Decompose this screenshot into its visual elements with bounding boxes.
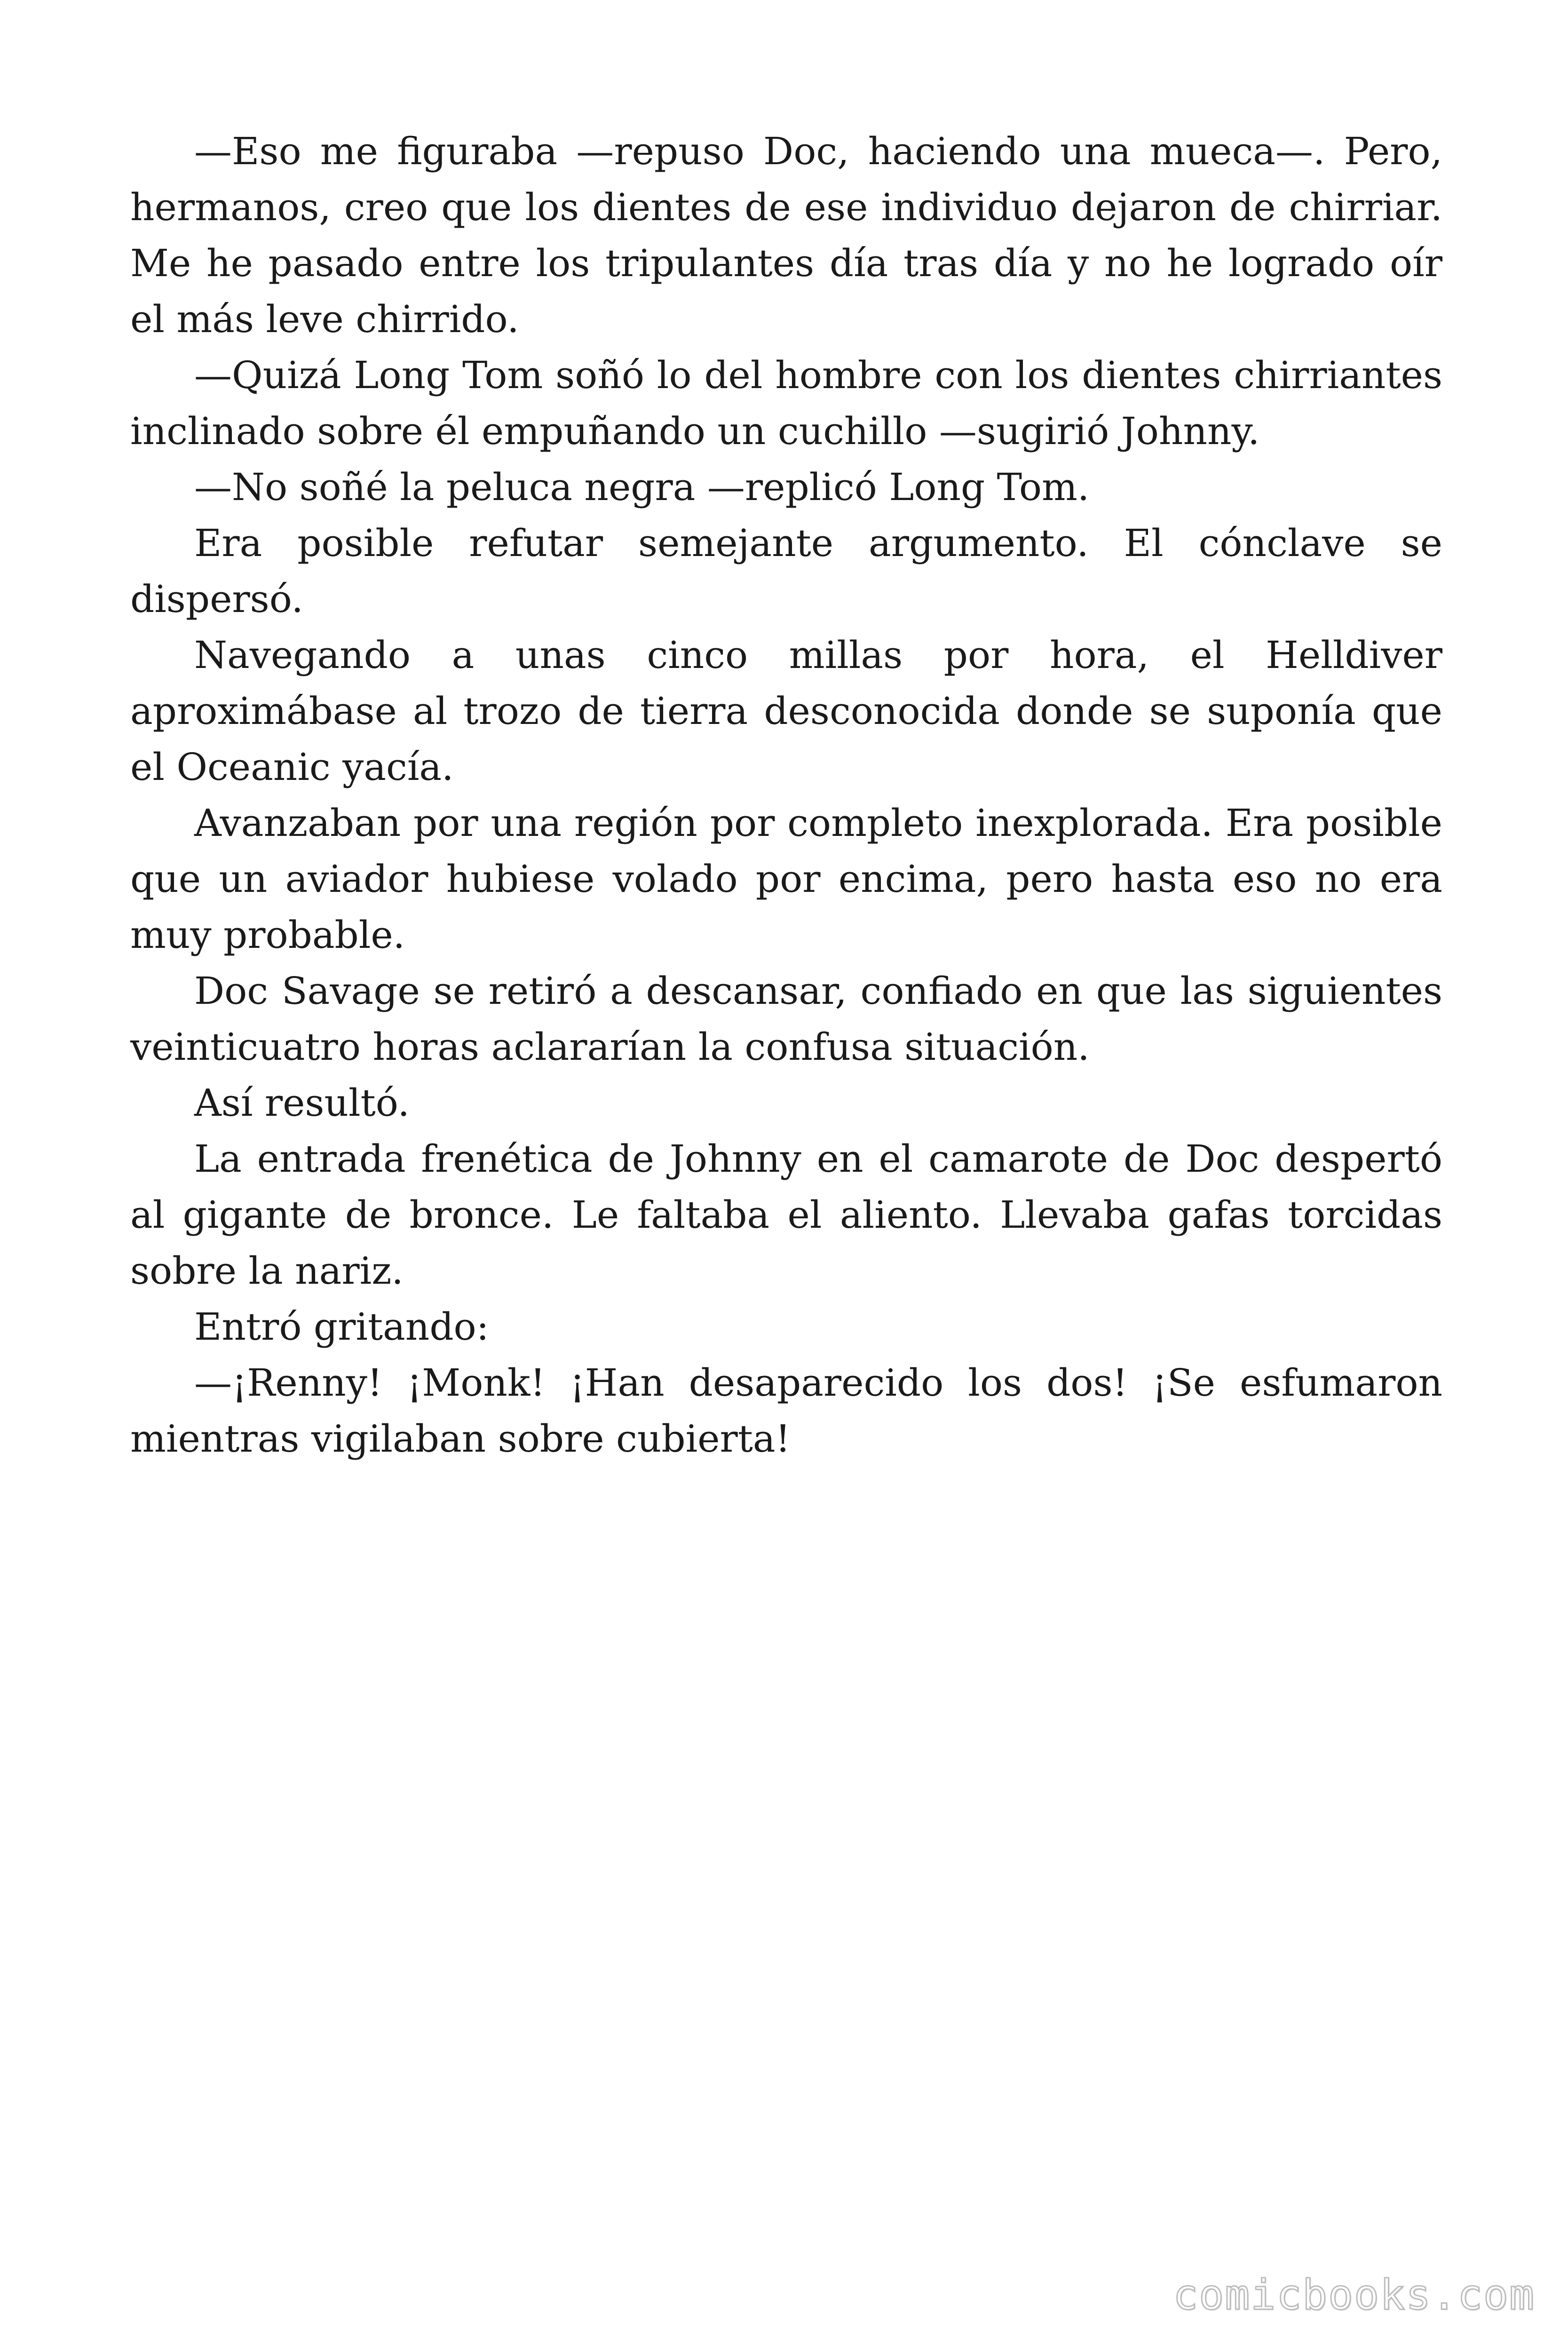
paragraph: —¡Renny! ¡Monk! ¡Han desaparecido los dos! ¡Se esfumaron mientras vigilaban sobre cubierta! xyxy=(130,1361,1442,1461)
paragraph: —Quizá Long Tom soñó lo del hombre con los dientes chirriantes inclinado sobre él empuñando un cuchillo —sugirió Johnny. xyxy=(130,353,1442,453)
paragraph: Doc Savage se retiró a descansar, confiado en que las siguientes veinticuatro horas aclararían la confusa situación. xyxy=(130,969,1442,1069)
paragraph: Avanzaban por una región por completo inexplorada. Era posible que un aviador hubiese volado por encima, pero hasta eso no era muy probable. xyxy=(130,801,1442,957)
paragraph: —No soñé la peluca negra —replicó Long Tom. xyxy=(194,465,1090,509)
paragraph: Navegando a unas cinco millas por hora, el Helldiver aproximábase al trozo de tierra desconocida donde se suponía que el Oceanic yacía. xyxy=(130,633,1442,789)
paragraph: Entró gritando: xyxy=(194,1305,489,1349)
body-text xyxy=(130,123,1442,1467)
paragraph: Así resultó. xyxy=(194,1081,410,1125)
paragraph: —Eso me figuraba —repuso Doc, haciendo una mueca—. Pero, hermanos, creo que los dientes de ese individuo dejaron de chirriar. Me he pasado entre los tripulantes día tras día y no he logrado oír el más leve chirrido. xyxy=(130,129,1442,341)
paragraph: La entrada frenética de Johnny en el camarote de Doc despertó al gigante de bronce. Le faltaba el aliento. Llevaba gafas torcidas sobre la nariz. xyxy=(130,1137,1442,1293)
watermark: comicbooks.com xyxy=(1173,2271,1535,2319)
paragraph: Era posible refutar semejante argumento. El cónclave se dispersó. xyxy=(130,521,1442,621)
